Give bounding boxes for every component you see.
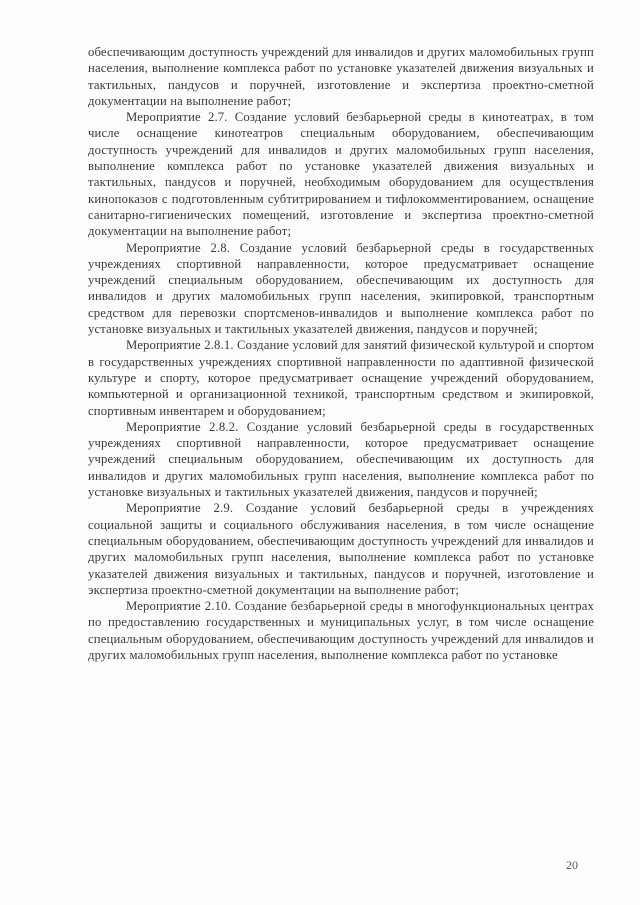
page-number: 20: [566, 858, 578, 872]
paragraph-measure-2-8: Мероприятие 2.8. Создание условий безбарьерной среды в государственных учреждениях спортивной направленности, которое предусматривает оснащение учреждений специальным оборудованием, обеспечивающим их доступность для инвалидов и других маломобильных групп населения, экипировкой, транспортным средством для перевозки спортсменов-инвалидов и выполнение комплекса работ по установке визуальных и тактильных указателей движения, пандусов и поручней;: [88, 240, 594, 337]
paragraph-measure-2-7: Мероприятие 2.7. Создание условий безбарьерной среды в кинотеатрах, в том числе оснащение кинотеатров специальным оборудованием, обеспечивающим доступность учреждений для инвалидов и других маломобильных групп населения, выполнение комплекса работ по установке указателей движения визуальных и тактильных, пандусов и поручней, необходимым оборудованием для осуществления кинопоказов с подготовленным субтитрированием и тифлокомментированием, оснащение санитарно-гигиенических помещений, изготовление и экспертиза проектно-сметной документации на выполнение работ;: [88, 110, 594, 239]
paragraph-measure-2-9: Мероприятие 2.9. Создание условий безбарьерной среды в учреждениях социальной защиты и социального обслуживания населения, в том числе оснащение специальным оборудованием, обеспечивающим доступность учреждений для инвалидов и других маломобильных групп населения, выполнение комплекса работ по установке указателей движения визуальных и тактильных, пандусов и поручней, изготовление и экспертиза проектно-сметной документации на выполнение работ;: [88, 501, 594, 597]
paragraph-measure-2-8-2: Мероприятие 2.8.2. Создание условий безбарьерной среды в государственных учреждениях спортивной направленности, которое предусматривает оснащение учреждений специальным оборудованием, обеспечивающим их доступность для инвалидов и других маломобильных групп населения, выполнение комплекса работ по установке визуальных и тактильных указателей движения, пандусов и поручней;: [88, 419, 594, 500]
paragraph-continuation: обеспечивающим доступность учреждений для инвалидов и других маломобильных групп населения, выполнение комплекса работ по установке указателей движения визуальных и тактильных, пандусов и поручней, изготовление и экспертиза проектно-сметной документации на выполнение работ;: [88, 45, 594, 108]
body-text: [88, 44, 594, 663]
paragraph-measure-2-8-1: Мероприятие 2.8.1. Создание условий для занятий физической культурой и спортом в государственных учреждениях спортивной направленности по адаптивной физической культуре и спорту, которое предусматривает оснащение учреждений оборудованием, компьютерной и организационной техникой, транспортным средством и экипировкой, спортивным инвентарем и оборудованием;: [88, 338, 594, 418]
paragraph-measure-2-10: Мероприятие 2.10. Создание безбарьерной среды в многофункциональных центрах по предоставлению государственных и муниципальных услуг, в том числе оснащение специальным оборудованием, обеспечивающим доступность учреждений для инвалидов и других маломобильных групп населения, выполнение комплекса работ по установке: [88, 599, 594, 662]
